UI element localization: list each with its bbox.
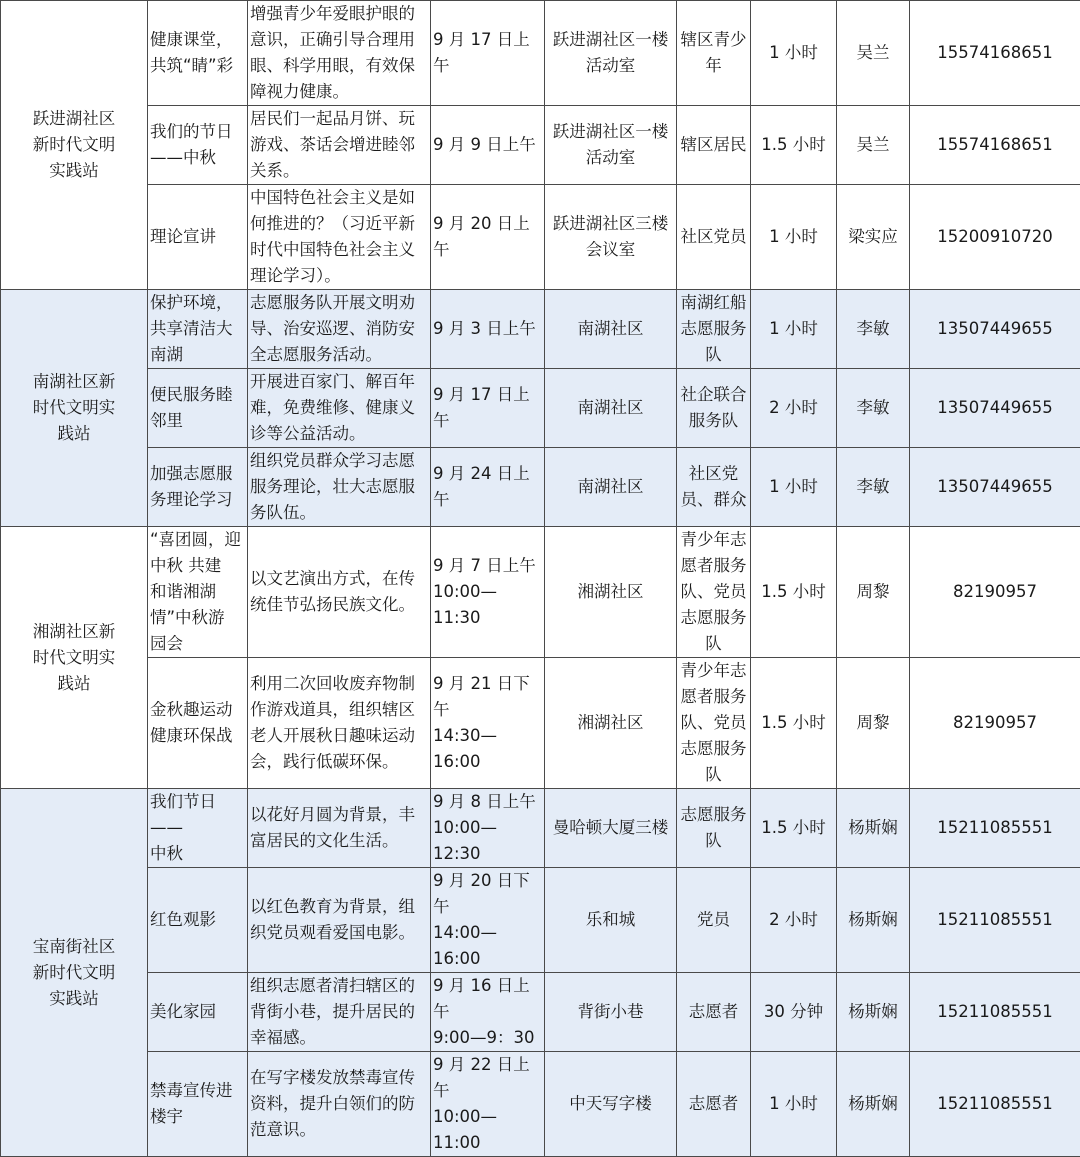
contact-phone — [910, 789, 1080, 868]
contact-phone — [910, 369, 1080, 448]
activity-target — [677, 106, 751, 185]
activity-time — [431, 106, 545, 185]
station-name — [1, 789, 148, 1157]
activity-content — [248, 1052, 431, 1157]
contact-phone — [910, 185, 1080, 290]
activity-time — [431, 527, 545, 658]
contact-person-text: 周黎 — [839, 579, 907, 605]
activity-target-text: 青少年志 愿者服务 队、党员 志愿服务 队 — [679, 658, 748, 788]
activity-content — [248, 527, 431, 658]
contact-phone-text: 15211085551 — [912, 815, 1078, 841]
activity-place-text: 湘湖社区 — [547, 710, 674, 736]
table-row — [1, 973, 1080, 1052]
activity-place — [545, 789, 677, 868]
station-name-text: 南湖社区新 时代文明实 践站 — [3, 369, 145, 447]
activity-target-text: 志愿者 — [679, 999, 748, 1025]
activity-title — [148, 658, 248, 789]
contact-phone-text: 13507449655 — [912, 395, 1078, 421]
contact-person — [837, 1, 910, 106]
activity-time-text: 9 月 8 日上午 10:00—12:30 — [433, 789, 542, 867]
contact-person — [837, 106, 910, 185]
activity-time — [431, 658, 545, 789]
activity-target-text: 社区党 员、群众 — [679, 461, 748, 513]
activity-content-text: 利用二次回收废弃物制 作游戏道具，组织辖区 老人开展秋日趣味运动 会，践行低碳环保。 — [250, 671, 428, 775]
activity-place-text: 跃进湖社区一楼 活动室 — [547, 119, 674, 171]
activity-place-text: 跃进湖社区三楼 会议室 — [547, 211, 674, 263]
activity-time — [431, 789, 545, 868]
activity-place-text: 乐和城 — [547, 907, 674, 933]
activity-title-text: 我们节日—— 中秋 — [150, 789, 245, 867]
activity-time — [431, 448, 545, 527]
contact-phone-text: 15211085551 — [912, 999, 1078, 1025]
activity-title-text: 理论宣讲 — [150, 224, 245, 250]
activity-title-text: 健康课堂， 共筑“睛”彩 — [150, 27, 245, 79]
activity-place — [545, 658, 677, 789]
activity-duration-text: 1.5 小时 — [753, 579, 834, 605]
contact-person-text: 李敏 — [839, 395, 907, 421]
activity-duration — [751, 1052, 837, 1157]
activity-target — [677, 527, 751, 658]
contact-person-text: 杨斯娴 — [839, 999, 907, 1025]
activity-duration — [751, 185, 837, 290]
table-row — [1, 868, 1080, 973]
activity-target — [677, 868, 751, 973]
contact-person — [837, 185, 910, 290]
activity-content-text: 开展进百家门、解百年 难，免费维修、健康义 诊等公益活动。 — [250, 369, 428, 447]
activity-time — [431, 1, 545, 106]
activity-content-text: 志愿服务队开展文明劝 导、治安巡逻、消防安 全志愿服务活动。 — [250, 290, 428, 368]
activity-content — [248, 789, 431, 868]
contact-phone-text: 15574168651 — [912, 132, 1078, 158]
contact-person-text: 杨斯娴 — [839, 907, 907, 933]
activity-content-text: 居民们一起品月饼、玩 游戏、茶话会增进睦邻 关系。 — [250, 106, 428, 184]
activity-target — [677, 369, 751, 448]
activity-title — [148, 868, 248, 973]
contact-phone-text: 15574168651 — [912, 40, 1078, 66]
activity-place — [545, 448, 677, 527]
activity-time — [431, 868, 545, 973]
activity-time-text: 9 月 20 日上午 — [433, 211, 542, 263]
table-row — [1, 106, 1080, 185]
activity-target-text: 党员 — [679, 907, 748, 933]
contact-person — [837, 527, 910, 658]
activity-title-text: 红色观影 — [150, 907, 245, 933]
activity-time-text: 9 月 22 日上午 10:00—11:00 — [433, 1052, 542, 1156]
activity-time-text: 9 月 17 日上午 — [433, 382, 542, 434]
activity-place — [545, 973, 677, 1052]
activity-time-text: 9 月 17 日上午 — [433, 27, 542, 79]
activity-place — [545, 290, 677, 369]
contact-person — [837, 973, 910, 1052]
contact-phone — [910, 106, 1080, 185]
activity-duration — [751, 658, 837, 789]
contact-phone-text: 82190957 — [912, 579, 1078, 605]
contact-person — [837, 789, 910, 868]
activity-title — [148, 973, 248, 1052]
activity-place — [545, 106, 677, 185]
activity-target-text: 辖区青少 年 — [679, 27, 748, 79]
contact-person-text: 杨斯娴 — [839, 815, 907, 841]
activity-time-text: 9 月 24 日上午 — [433, 461, 542, 513]
activity-duration — [751, 527, 837, 658]
activity-title-text: 禁毒宣传进 楼宇 — [150, 1078, 245, 1130]
table-row — [1, 658, 1080, 789]
activity-time — [431, 185, 545, 290]
contact-person-text: 周黎 — [839, 710, 907, 736]
activity-time — [431, 1052, 545, 1157]
activity-target-text: 社区党员 — [679, 224, 748, 250]
station-name — [1, 527, 148, 789]
contact-phone — [910, 448, 1080, 527]
activity-target — [677, 185, 751, 290]
activity-place-text: 背街小巷 — [547, 999, 674, 1025]
activity-target — [677, 973, 751, 1052]
activity-time-text: 9 月 3 日上午 — [433, 316, 542, 342]
table-body — [1, 1, 1080, 1157]
contact-phone — [910, 868, 1080, 973]
contact-person-text: 吴兰 — [839, 40, 907, 66]
contact-phone — [910, 973, 1080, 1052]
activity-target-text: 南湖红船 志愿服务 队 — [679, 290, 748, 368]
activity-title-text: 我们的节日 ——中秋 — [150, 119, 245, 171]
activity-content-text: 增强青少年爱眼护眼的 意识，正确引导合理用 眼、科学用眼，有效保 障视力健康。 — [250, 1, 428, 105]
station-name-text: 湘湖社区新 时代文明实 践站 — [3, 619, 145, 697]
activity-content — [248, 973, 431, 1052]
activity-content — [248, 1, 431, 106]
activity-duration-text: 1.5 小时 — [753, 132, 834, 158]
activity-place — [545, 185, 677, 290]
station-name — [1, 1, 148, 290]
activity-content — [248, 658, 431, 789]
activity-content-text: 以红色教育为背景，组 织党员观看爱国电影。 — [250, 894, 428, 946]
activity-title — [148, 789, 248, 868]
table-row — [1, 290, 1080, 369]
activity-title — [148, 185, 248, 290]
activity-title-text: 便民服务睦 邻里 — [150, 382, 245, 434]
activity-place-text: 中天写字楼 — [547, 1091, 674, 1117]
activity-target — [677, 789, 751, 868]
activity-duration — [751, 868, 837, 973]
activity-place — [545, 1, 677, 106]
contact-phone-text: 13507449655 — [912, 316, 1078, 342]
activity-duration — [751, 106, 837, 185]
activity-title — [148, 290, 248, 369]
station-name — [1, 290, 148, 527]
activity-content-text: 在写字楼发放禁毒宣传 资料，提升白领们的防 范意识。 — [250, 1065, 428, 1143]
activity-duration-text: 1 小时 — [753, 1091, 834, 1117]
activity-duration — [751, 973, 837, 1052]
contact-phone-text: 15200910720 — [912, 224, 1078, 250]
activity-title-text: 美化家园 — [150, 999, 245, 1025]
table-row — [1, 527, 1080, 658]
activity-content — [248, 369, 431, 448]
activity-place — [545, 369, 677, 448]
activity-time-text: 9 月 16 日上午 9:00—9：30 — [433, 973, 542, 1051]
activity-time — [431, 369, 545, 448]
activity-title — [148, 527, 248, 658]
activity-target-text: 辖区居民 — [679, 132, 748, 158]
activity-target-text: 青少年志 愿者服务 队、党员 志愿服务 队 — [679, 527, 748, 657]
activity-title — [148, 1052, 248, 1157]
activity-time-text: 9 月 20 日下午 14:00—16:00 — [433, 868, 542, 972]
contact-person-text: 李敏 — [839, 474, 907, 500]
activity-content — [248, 448, 431, 527]
activity-content — [248, 106, 431, 185]
activity-duration-text: 1 小时 — [753, 224, 834, 250]
contact-phone-text: 15211085551 — [912, 1091, 1078, 1117]
activity-target — [677, 448, 751, 527]
activity-content — [248, 868, 431, 973]
activity-target-text: 社企联合 服务队 — [679, 382, 748, 434]
contact-phone-text: 15211085551 — [912, 907, 1078, 933]
activity-duration-text: 1 小时 — [753, 316, 834, 342]
activity-content-text: 组织党员群众学习志愿 服务理论，壮大志愿服 务队伍。 — [250, 448, 428, 526]
activity-place — [545, 868, 677, 973]
activity-place-text: 南湖社区 — [547, 316, 674, 342]
activity-duration-text: 1 小时 — [753, 474, 834, 500]
activity-place-text: 湘湖社区 — [547, 579, 674, 605]
activity-time-text: 9 月 21 日下午 14:30—16:00 — [433, 671, 542, 775]
activity-title-text: 保护环境， 共享清洁大 南湖 — [150, 290, 245, 368]
activity-time-text: 9 月 7 日上午 10:00—11:30 — [433, 553, 542, 631]
activity-duration-text: 1.5 小时 — [753, 815, 834, 841]
table-row — [1, 448, 1080, 527]
activity-target — [677, 1052, 751, 1157]
contact-phone — [910, 527, 1080, 658]
activity-target-text: 志愿者 — [679, 1091, 748, 1117]
activity-duration — [751, 789, 837, 868]
activity-place-text: 南湖社区 — [547, 474, 674, 500]
table-row — [1, 789, 1080, 868]
activity-time — [431, 290, 545, 369]
activity-target — [677, 1, 751, 106]
contact-person-text: 梁实应 — [839, 224, 907, 250]
activity-title-text: 金秋趣运动 健康环保战 — [150, 697, 245, 749]
contact-person-text: 李敏 — [839, 316, 907, 342]
table-row — [1, 369, 1080, 448]
activity-duration — [751, 290, 837, 369]
table-row — [1, 1052, 1080, 1157]
contact-person — [837, 369, 910, 448]
contact-phone — [910, 1052, 1080, 1157]
activity-target — [677, 290, 751, 369]
activity-place — [545, 527, 677, 658]
activity-target-text: 志愿服务 队 — [679, 802, 748, 854]
activity-time — [431, 973, 545, 1052]
activity-duration-text: 30 分钟 — [753, 999, 834, 1025]
activity-target — [677, 658, 751, 789]
activity-duration-text: 2 小时 — [753, 907, 834, 933]
activity-place-text: 曼哈顿大厦三楼 — [547, 815, 674, 841]
activity-content-text: 组织志愿者清扫辖区的 背街小巷，提升居民的 幸福感。 — [250, 973, 428, 1051]
contact-person — [837, 448, 910, 527]
activity-place — [545, 1052, 677, 1157]
activity-duration — [751, 448, 837, 527]
contact-phone — [910, 1, 1080, 106]
station-name-text: 跃进湖社区 新时代文明 实践站 — [3, 106, 145, 184]
activity-content — [248, 290, 431, 369]
activity-content-text: 以文艺演出方式，在传 统佳节弘扬民族文化。 — [250, 566, 428, 618]
contact-phone-text: 82190957 — [912, 710, 1078, 736]
contact-phone — [910, 658, 1080, 789]
activity-place-text: 跃进湖社区一楼 活动室 — [547, 27, 674, 79]
station-name-text: 宝南街社区 新时代文明 实践站 — [3, 934, 145, 1012]
contact-person — [837, 658, 910, 789]
table-row — [1, 185, 1080, 290]
contact-person-text: 吴兰 — [839, 132, 907, 158]
contact-person — [837, 868, 910, 973]
contact-phone — [910, 290, 1080, 369]
activity-content-text: 中国特色社会主义是如 何推进的？（习近平新 时代中国特色社会主义 理论学习）。 — [250, 185, 428, 289]
contact-person-text: 杨斯娴 — [839, 1091, 907, 1117]
activity-title — [148, 106, 248, 185]
activity-duration — [751, 1, 837, 106]
activity-title-text: 加强志愿服 务理论学习 — [150, 461, 245, 513]
activity-content-text: 以花好月圆为背景，丰 富居民的文化生活。 — [250, 802, 428, 854]
activity-duration — [751, 369, 837, 448]
activity-title — [148, 369, 248, 448]
activity-title — [148, 1, 248, 106]
activity-title-text: “喜团圆，迎 中秋 共建 和谐湘湖 情”中秋游 园会 — [150, 527, 245, 657]
table-row — [1, 1, 1080, 106]
activity-place-text: 南湖社区 — [547, 395, 674, 421]
activity-title — [148, 448, 248, 527]
activity-time-text: 9 月 9 日上午 — [433, 132, 542, 158]
activity-content — [248, 185, 431, 290]
contact-person — [837, 290, 910, 369]
activity-duration-text: 1.5 小时 — [753, 710, 834, 736]
contact-person — [837, 1052, 910, 1157]
activity-duration-text: 1 小时 — [753, 40, 834, 66]
contact-phone-text: 13507449655 — [912, 474, 1078, 500]
activity-duration-text: 2 小时 — [753, 395, 834, 421]
